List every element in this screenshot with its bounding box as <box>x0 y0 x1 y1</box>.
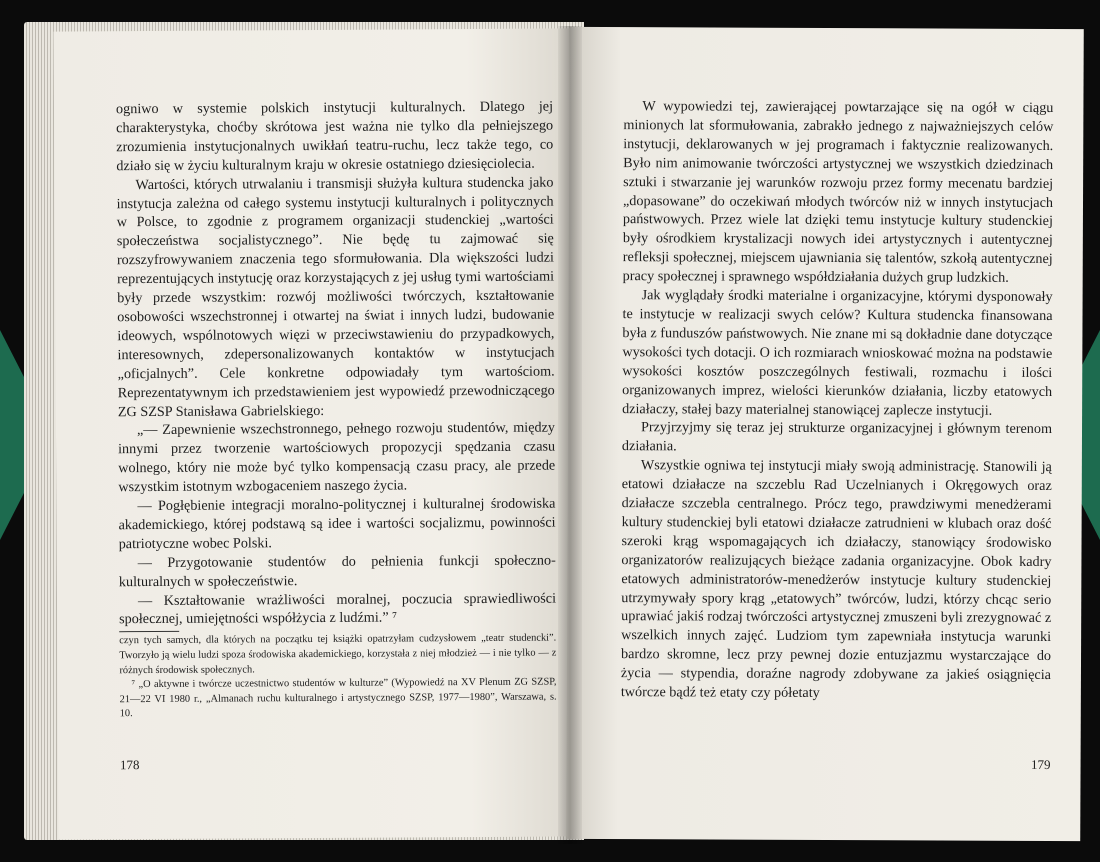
book-gutter-shadow <box>558 26 582 844</box>
paragraph: Wartości, których utrwalaniu i transmisji służyła kultura studencka jako instytucja zależna od całego systemu instytucji kulturalnych i politycznych w Polsce, to zgodnie z programem organizacji studenckiej „wartości społeczeństwa socjalistycznego”. Nie będę tu zajmować się rozszyfrowywaniem znaczenia tego sformułowania. Dla większości ludzi reprezentujących instytucję oraz korzystających z jej usług tymi wartościami były przede wszystkim: rozwój możliwości twórczych, kształtowanie osobowości wszechstronnej i otwartej na świat i innych ludzi, budowanie ideowych, wspólnotowych więzi w przeciwstawieniu do przypadkowych, interesownych, zdepersonalizowanych kontaktów w instytucjach „oficjalnych”. Cele konkretne odpowiadały tym wartościom. Reprezentatywnym ich przedstawieniem jest wypowiedź przewodniczącego ZG SZSP Stanisława Gabrielskiego: <box>116 174 555 420</box>
paragraph: Jak wyglądały środki materialne i organizacyjne, którymi dysponowały te instytucje w realizacji swych celów? Kultura studencka finansowana była z funduszów państwowych. Nie znane mi są dokładnie dane dotyczące wysokości tych dotacji. O ich rozmiarach wnioskować można na podstawie wysokości kosztów poszczególnych festiwali, rozmachu i ilości organizowanych imprez, wielości kierunków działania, liczby etatowych działaczy, stałej bazy materialnej stanowiącej zaplecze instytucji. <box>622 287 1053 419</box>
paragraph: ogniwo w systemie polskich instytucji kulturalnych. Dlatego jej charakterystyka, choćby skrótowa jest ważna nie tylko dla pełniejszego zrozumienia instytucjonalnych uwikłań teatru-ruchu, lecz także tego, co działo się w życiu kulturalnym kraju w okresie ostatniego dziesięciolecia. <box>115 98 554 174</box>
footnote-rule <box>119 631 179 632</box>
left-page <box>54 28 575 839</box>
footnote: czyn tych samych, dla których na początku tej książki opatrzyłam cudzysłowem „teatr studencki”. Tworzyło ją wielu ludzi spoza środowiska akademickiego, korzystała z niej młodzież — i nie tylko — z różnych środowisk społecznych. <box>119 632 557 676</box>
left-page-body <box>116 98 557 723</box>
paragraph: Przyjrzyjmy się teraz jej strukturze organizacyjnej i głównym terenom działania. <box>621 419 1053 455</box>
paragraph: Wszystkie ogniwa tej instytucji miały swoją administrację. Stanowili ją etatowi działacze na szczeblu Rad Uczelnianych i Okręgowych oraz działacze szczebla centralnego. Prócz tego, prawdziwymi menedżerami kultury studenckiej byli etatowi działacze zatrudnieni w klubach oraz dość szeroki krąg wspomagających ich działaczy, stanowiący środowisko organizatorów realizujących bieżące zadania organizacyjne. Obok kadry etatowych administratorów-menedżerów instytucje kultury studenckiej utrzymywały spory krąg „etatowych” twórców, ludzi, którzy chcąc serio uprawiać jakiś rodzaj twórczości artystycznej zmuszeni byli zrezygnować z wszelkich innych zajęć. Ludziom tym zapewniała instytucja warunki bardzo skromne, lecz przy pewnej dozie entuzjazmu wystarczające do życia — stypendia, doraźne nagrody zdobywane za jakieś osiągnięcia twórcze bądź też etaty czy półetaty <box>620 457 1052 702</box>
quote-paragraph: — Przygotowanie studentów do pełnienia funkcji społeczno-kulturalnych w społeczeństwie. <box>118 552 556 590</box>
page-number: 179 <box>1031 756 1051 772</box>
footnote: ⁷ „O aktywne i twórcze uczestnictwo studentów w kulturze” (Wypowiedź na XV Plenum ZG SZSP, 21—22 VI 1980 r., „Almanach ruchu kulturalnego i artystycznego SZSP, 1977—1980”, Warszawa, s. 10. <box>119 676 557 720</box>
paragraph: W wypowiedzi tej, zawierającej powtarzające się na ogół w ciągu minionych lat sformułowania, zabrakło jednego z najważniejszych celów instytucji, deklarowanych w jej programach i faktycznie realizowanych. Było nim animowanie twórczości artystycznej we wszystkich dziedzinach sztuki i stwarzanie jej warunków rozwoju przez formy mecenatu bardziej „dopasowane” do oczekiwań młodych twórców niż w innych instytucjach państwowych. Przez wiele lat dzięki temu instytucje kultury studenckiej były ośrodkiem krystalizacji nowych idei artystycznych i autentycznej refleksji społecznej, miejscem ujawniania się talentów, szkołą autentycznej pracy społecznej i sprawnego współdziałania dużych grup ludzkich. <box>622 98 1054 286</box>
quote-paragraph: — Kształtowanie wrażliwości moralnej, poczucia sprawiedliwości społecznej, umiejętności współżycia z ludźmi.” ⁷ <box>119 590 557 628</box>
quote-paragraph: — Pogłębienie integracji moralno-politycznej i kulturalnej środowiska akademickiego, której podstawą są idee i wartości socjalizmu, powinności patriotyczne wobec Polski. <box>118 495 556 553</box>
quote-paragraph: „— Zapewnienie wszechstronnego, pełnego rozwoju studentów, między innymi przez tworzenie wartościowych propozycji spędzania czasu wolnego, który nie może być tylko kompensacją czasu pracy, ale przede wszystkim istotnym wzbogaceniem naszego życia. <box>118 419 556 496</box>
right-page-body <box>621 97 1054 704</box>
right-page <box>566 27 1084 841</box>
page-number: 178 <box>119 757 140 773</box>
